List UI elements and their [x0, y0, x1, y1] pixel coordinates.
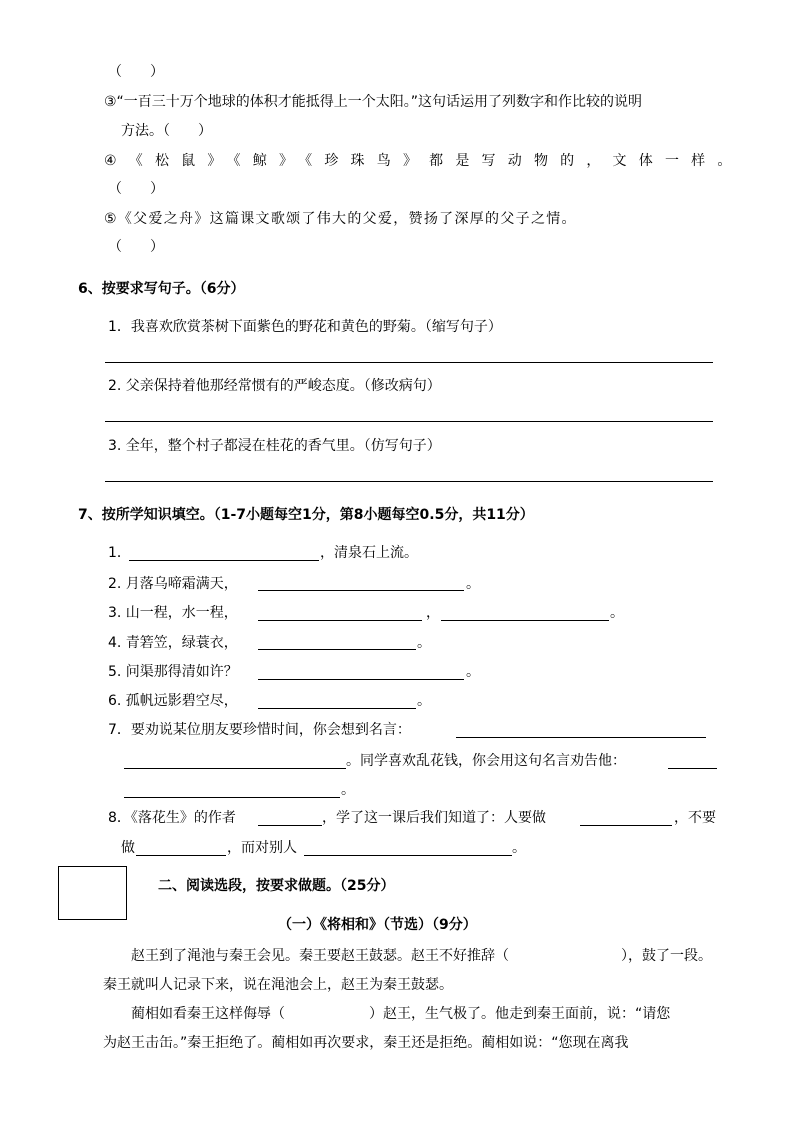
q7-item5-blank[interactable] — [258, 679, 464, 680]
q7-item8-blank-author[interactable] — [258, 825, 322, 826]
q7-item4-text: 4. 青箬笠，绿蓑衣， — [108, 635, 238, 651]
q6-answer-line-2[interactable] — [105, 421, 713, 422]
q6-answer-line-3[interactable] — [105, 481, 713, 482]
q7-item8-text-f: 。 — [512, 840, 526, 856]
q6-sentence-1: 1．我喜欢欣赏茶树下面紫色的野花和黄色的野菊。（缩写句子） — [108, 319, 502, 335]
q7-item8-blank-3[interactable] — [136, 855, 226, 856]
passage-p1-line1-b: ），鼓了一段。 — [621, 948, 712, 964]
q7-item3-mid: ， — [426, 605, 440, 621]
passage-p2-line2: 为赵王击缶。”秦王拒绝了。蔺相如再次要求，秦王还是拒绝。蔺相如说：“您现在离我 — [103, 1035, 629, 1051]
q7-item7-blank-1[interactable] — [456, 737, 706, 738]
q7-item6-tail: 。 — [417, 693, 431, 709]
passage-p1-line1-a: 赵王到了渑池与秦王会见。秦王要赵王鼓瑟。赵王不好推辞（ — [131, 948, 509, 964]
passage-p2-line1-a: 蔺相如看秦王这样侮辱（ — [131, 1006, 285, 1022]
q7-heading: 7、按所学知识填空。（1-7小题每空1分，第8小题每空0.5分，共11分） — [78, 507, 534, 523]
q7-item1-number: 1． — [108, 545, 131, 561]
q7-item2-blank[interactable] — [258, 590, 464, 591]
q6-sentence-3: 3. 全年，整个村子都浸在桂花的香气里。（仿写句子） — [108, 438, 441, 454]
q7-item8-text-a: 8．《落花生》的作者 — [108, 810, 236, 826]
q7-item7-tail: 。 — [341, 782, 355, 798]
q7-item7-blank-3[interactable] — [668, 768, 717, 769]
q7-item8-text-b: ，学了这一课后我们知道了：人要做 — [322, 810, 546, 826]
q5-item4-answer-paren: （ ） — [108, 181, 164, 197]
section2-heading: 二、阅读选段，按要求做题。（25分） — [158, 878, 395, 894]
q7-item5-text: 5. 问渠那得清如许？ — [108, 664, 238, 680]
q7-item2-text: 2. 月落乌啼霜满天， — [108, 576, 238, 592]
q6-sentence-2: 2. 父亲保持着他那经常惯有的严峻态度。（修改病句） — [108, 378, 441, 394]
q5-item2-answer-paren: （ ） — [108, 64, 164, 80]
passage-p1-line2: 秦王就叫人记录下来，说在渑池会上，赵王为秦王鼓瑟。 — [103, 977, 453, 993]
q5-item4-line1: ④《松鼠》《鲸》《珍珠鸟》都是写动物的，文体一样。 — [104, 153, 744, 169]
q7-item4-tail: 。 — [417, 635, 431, 651]
q5-item5-line1: ⑤《父爱之舟》这篇课文歌颂了伟大的父爱，赞扬了深厚的父子之情。 — [104, 211, 577, 227]
q5-item3-line2: 方法。（ ） — [121, 123, 212, 139]
q7-item1-tail: ，清泉石上流。 — [320, 545, 418, 561]
q7-item1-blank[interactable] — [129, 560, 319, 561]
q7-item8-blank-2[interactable] — [580, 825, 672, 826]
q5-item3-line1: ③“一百三十万个地球的体积才能抵得上一个太阳。”这句话运用了列数字和作比较的说明 — [104, 94, 643, 110]
q7-item7-mid: 。同学喜欢乱花钱，你会用这句名言劝告他： — [346, 753, 626, 769]
passage-title: （一）《将相和》（节选）（9分） — [278, 917, 477, 933]
q7-item3-blank-1[interactable] — [258, 620, 422, 621]
q7-item3-text: 3. 山一程，水一程， — [108, 605, 238, 621]
q7-item7-blank-4[interactable] — [124, 797, 340, 798]
q7-item7-line1: 7．要劝说某位朋友要珍惜时间，你会想到名言： — [108, 722, 411, 738]
q6-heading: 6、按要求写句子。（6分） — [78, 281, 245, 297]
q7-item6-blank[interactable] — [258, 708, 416, 709]
q7-item3-tail: 。 — [610, 605, 624, 621]
q7-item7-blank-2[interactable] — [124, 768, 346, 769]
q7-item3-blank-2[interactable] — [441, 620, 609, 621]
q7-item5-tail: 。 — [466, 664, 480, 680]
q7-item2-tail: 。 — [466, 576, 480, 592]
q7-item8-text-c: ，不要 — [674, 810, 716, 826]
passage-p2-line1-b: ）赵王，生气极了。他走到秦王面前，说：“请您 — [369, 1006, 671, 1022]
q6-answer-line-1[interactable] — [105, 362, 713, 363]
q5-item5-answer-paren: （ ） — [108, 239, 164, 255]
q7-item8-text-e: ，而对别人 — [227, 840, 297, 856]
q7-item6-text: 6. 孤帆远影碧空尽， — [108, 693, 238, 709]
q7-item8-blank-4[interactable] — [304, 855, 512, 856]
q7-item8-text-d: 做 — [121, 840, 135, 856]
q7-item4-blank[interactable] — [258, 649, 416, 650]
score-box[interactable] — [58, 866, 127, 920]
